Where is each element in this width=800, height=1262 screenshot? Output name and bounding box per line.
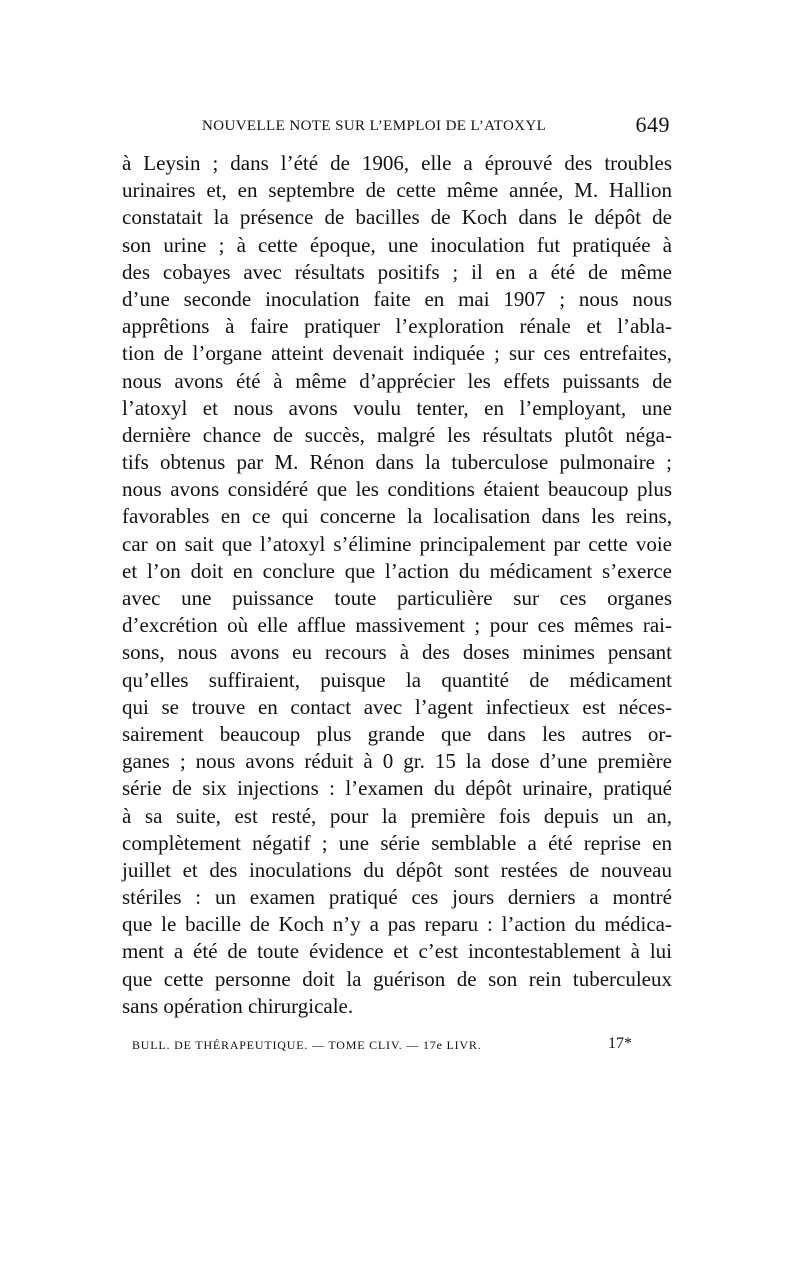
text-line: ganes ; nous avons réduit à 0 gr. 15 la dose d’une première: [122, 749, 672, 774]
page-number: 649: [635, 112, 670, 137]
text-line: l’atoxyl et nous avons voulu tenter, en l’employant, une: [122, 395, 672, 420]
text-line: à sa suite, est resté, pour la première fois depuis un an,: [122, 803, 672, 828]
text-line: et l’on doit en conclure que l’action du médicament s’exerce: [122, 558, 672, 583]
text-line: nous avons été à même d’apprécier les effets puissants de: [122, 368, 672, 393]
text-line: tion de l’organe atteint devenait indiquée ; sur ces entrefaites,: [122, 341, 672, 366]
running-head: [122, 112, 672, 144]
text-line: son urine ; à cette époque, une inoculation fut pratiquée à: [122, 232, 672, 257]
text-line: sairement beaucoup plus grande que dans les autres or-: [122, 721, 672, 746]
text-line: d’excrétion où elle afflue massivement ; pour ces mêmes rai-: [122, 613, 672, 638]
body-text: [122, 150, 672, 1020]
printer-signature: BULL. DE THÉRAPEUTIQUE. — TOME CLIV. — 17e LIVR.: [132, 1038, 482, 1052]
text-line: favorables en ce qui concerne la localisation dans les reins,: [122, 504, 672, 529]
text-line: que le bacille de Koch n’y a pas reparu : l’action du médica-: [122, 912, 672, 937]
running-title: NOUVELLE NOTE SUR L’EMPLOI DE L’ATOXYL: [202, 118, 547, 134]
text-line: constatait la présence de bacilles de Koch dans le dépôt de: [122, 205, 672, 230]
page-footer: [132, 1035, 632, 1060]
text-line: tifs obtenus par M. Rénon dans la tuberculose pulmonaire ;: [122, 450, 672, 475]
text-line: des cobayes avec résultats positifs ; il en a été de même: [122, 259, 672, 284]
text-line: sans opération chirurgicale.: [122, 993, 354, 1018]
text-line: car on sait que l’atoxyl s’élimine principalement par cette voie: [122, 531, 672, 556]
text-line: urinaires et, en septembre de cette même année, M. Hallion: [122, 178, 672, 203]
text-line: que cette personne doit la guérison de son rein tuberculeux: [122, 966, 672, 991]
text-line: dernière chance de succès, malgré les résultats plutôt néga-: [122, 422, 672, 447]
text-line: avec une puissance toute particulière sur ces organes: [122, 586, 672, 610]
text-line: sons, nous avons eu recours à des doses minimes pensant: [122, 640, 672, 665]
text-line: stériles : un examen pratiqué ces jours derniers a montré: [122, 885, 672, 910]
text-line: ment a été de toute évidence et c’est incontestablement à lui: [122, 939, 672, 964]
text-line: complètement négatif ; une série semblable a été reprise en: [122, 830, 672, 855]
text-line: juillet et des inoculations du dépôt sont restées de nouveau: [122, 857, 672, 882]
text-line: qu’elles suffiraient, puisque la quantité de médicament: [122, 667, 672, 692]
text-line: nous avons considéré que les conditions étaient beaucoup plus: [122, 477, 672, 502]
text-line: apprêtions à faire pratiquer l’exploration rénale et l’abla-: [122, 314, 672, 339]
text-line: série de six injections : l’examen du dépôt urinaire, pratiqué: [122, 776, 672, 801]
text-line: à Leysin ; dans l’été de 1906, elle a éprouvé des troubles: [122, 151, 672, 175]
text-line: d’une seconde inoculation faite en mai 1907 ; nous nous: [122, 286, 672, 311]
sheet-mark: 17*: [608, 1035, 632, 1052]
text-line: qui se trouve en contact avec l’agent infectieux est néces-: [122, 694, 672, 719]
